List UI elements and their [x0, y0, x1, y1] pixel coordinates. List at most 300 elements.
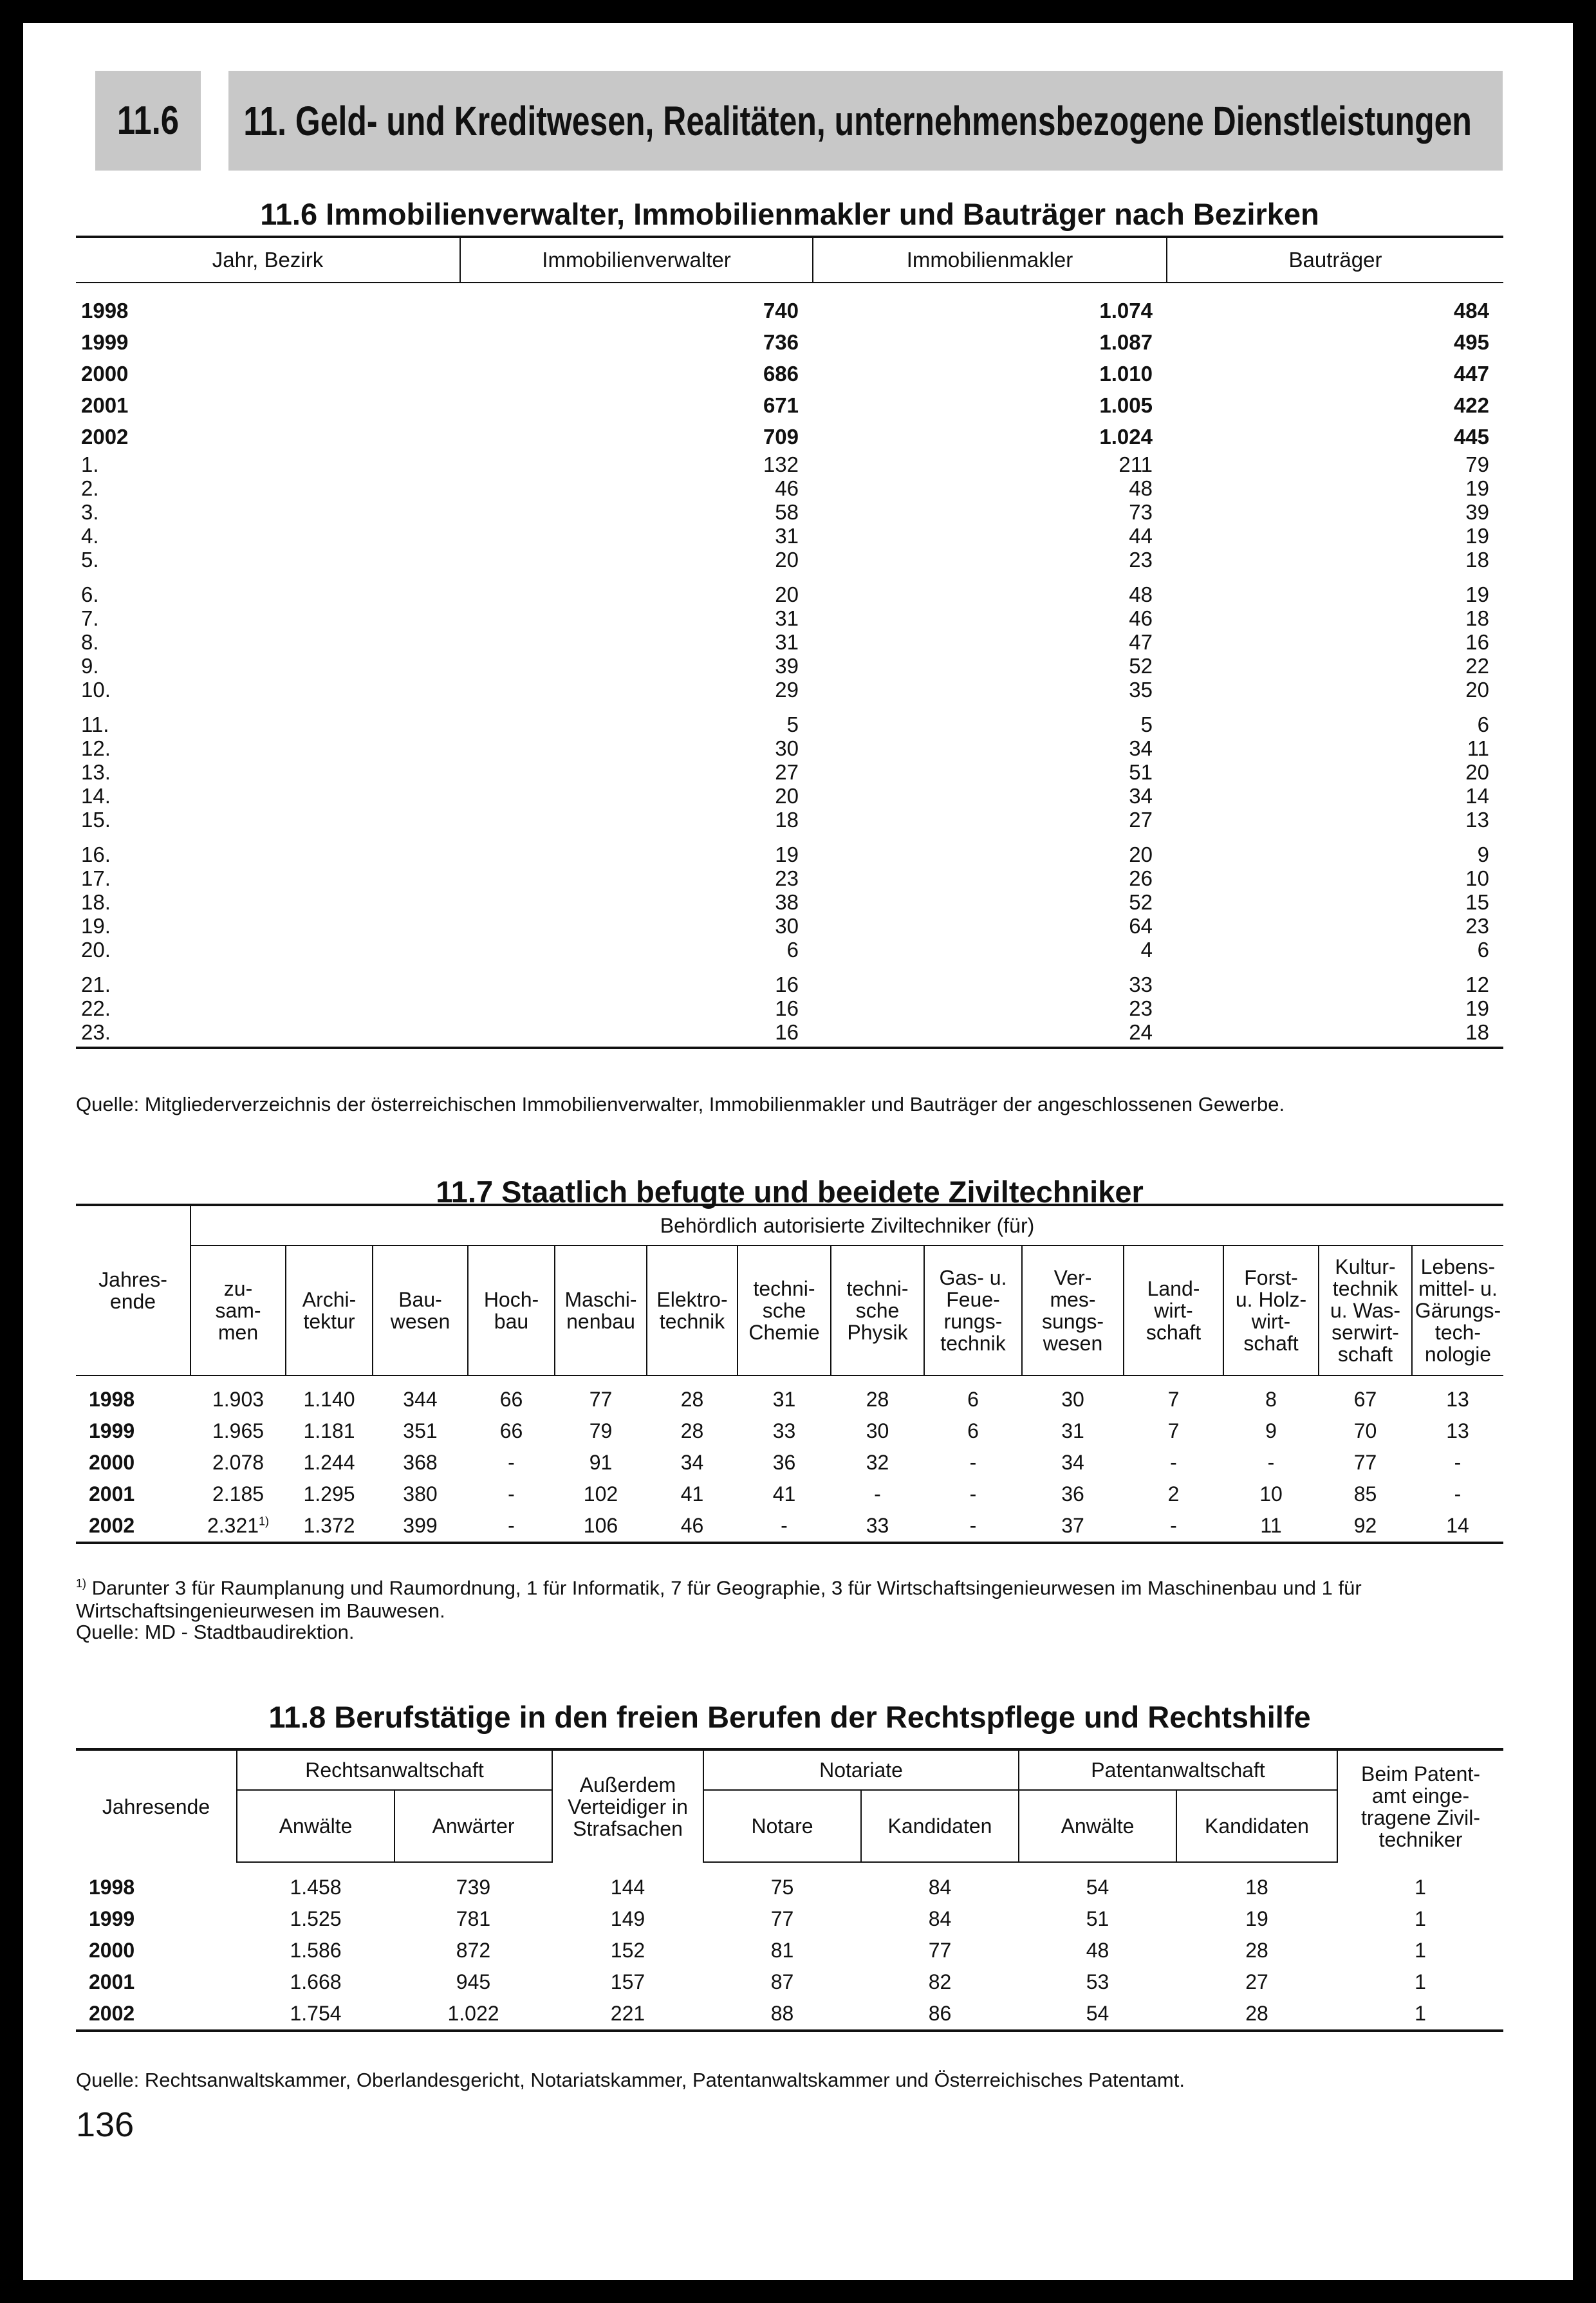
table-cell: 18 — [1167, 1020, 1503, 1048]
table-cell: 20 — [1465, 678, 1489, 702]
table-row — [76, 996, 1503, 1020]
table-cell: 10 — [1465, 866, 1489, 890]
table-cell: 1.295 — [303, 1482, 355, 1506]
table-cell: 70 — [1353, 1419, 1377, 1442]
table-cell: 75 — [770, 1876, 794, 1899]
table-11-8-title: 11.8 Berufstätige in den freien Berufen der Rechtspflege und Rechtshilfe — [268, 1700, 1311, 1734]
table-cell: 64 — [1129, 914, 1153, 938]
table-cell: 48 — [1086, 1939, 1109, 1962]
t7-col-header-label: Elektro- technik — [656, 1288, 728, 1333]
table-cell: 16 — [775, 996, 799, 1020]
t7-col-header-label: Bau- wesen — [390, 1288, 450, 1333]
table-cell: 709 — [763, 425, 799, 449]
table-cell: - — [1267, 1451, 1275, 1474]
t7-col-header-label: Land- wirt- schaft — [1146, 1277, 1202, 1344]
table-cell: - — [468, 1510, 555, 1543]
table-cell: 1.005 — [1099, 393, 1153, 417]
table-row — [76, 890, 1503, 914]
table-row — [76, 421, 1503, 452]
table-cell: 1.458 — [290, 1876, 342, 1899]
table-cell: 1 — [1415, 1875, 1426, 1899]
table-cell: 27 — [1245, 1970, 1268, 1993]
table-cell: 28 — [866, 1388, 889, 1411]
row-label: 1998 — [81, 299, 129, 322]
table-cell: 39 — [775, 654, 799, 678]
table-cell: - — [924, 1510, 1022, 1543]
row-label: 7. — [81, 606, 99, 630]
table-cell: 11 — [1223, 1510, 1319, 1543]
table-cell: 1 — [1337, 1998, 1503, 2031]
table-cell: 368 — [403, 1451, 438, 1474]
table-cell: 344 — [403, 1388, 438, 1411]
table-cell: - — [1454, 1451, 1461, 1474]
table-cell: 132 — [763, 452, 799, 476]
table-cell: 48 — [1129, 476, 1153, 500]
table-row — [76, 1935, 1503, 1966]
row-label: 2000 — [81, 362, 129, 386]
t7-col-header — [190, 1245, 286, 1375]
t7-col-header — [831, 1245, 924, 1375]
row-label: 8. — [81, 630, 99, 654]
table-cell: 872 — [456, 1939, 491, 1962]
row-label: 2. — [81, 476, 99, 500]
table-cell: 1.586 — [290, 1939, 342, 1962]
table-cell: 35 — [1129, 678, 1153, 702]
table-row — [76, 283, 1503, 326]
table-row — [76, 962, 1503, 996]
t7-footnote-mark: 1) — [76, 1577, 87, 1590]
table-cell: 144 — [610, 1875, 645, 1899]
table-cell: 19 — [1465, 996, 1489, 1020]
table-cell: 1 — [1415, 1907, 1426, 1930]
t7-col-header — [1223, 1245, 1319, 1375]
table-cell: 106 — [555, 1510, 647, 1543]
row-label: 17. — [81, 866, 111, 890]
table-cell: 31 — [775, 524, 799, 548]
table-cell: 46 — [775, 476, 799, 500]
table-cell: 92 — [1319, 1510, 1412, 1543]
table-cell: 102 — [583, 1482, 618, 1506]
table-cell: 1.965 — [212, 1419, 264, 1442]
table-row — [76, 548, 1503, 572]
table-cell: 27 — [1129, 808, 1153, 832]
t7-col-header-label: techni- sche Chemie — [748, 1277, 820, 1344]
table-11-6 — [76, 236, 1503, 1049]
t7-col-header-label: Ver- mes- sungs- wesen — [1041, 1266, 1104, 1355]
table-cell: 447 — [1453, 362, 1489, 386]
t7-col-header — [286, 1245, 373, 1375]
table-cell: 48 — [1129, 583, 1153, 606]
chapter-header-bar — [228, 71, 1503, 171]
table-cell: 23 — [775, 866, 799, 890]
table-cell: 23 — [1129, 996, 1153, 1020]
table-cell: 79 — [1465, 452, 1489, 476]
table-cell: - — [874, 1482, 881, 1506]
table-cell: 13 — [1446, 1419, 1469, 1442]
t8-col-jahresende: Jahresende — [76, 1749, 237, 1862]
t8-col-notare: Notare — [703, 1790, 861, 1862]
row-label: 3. — [81, 500, 99, 524]
table-cell: 88 — [703, 1998, 861, 2031]
t6-body — [76, 283, 1503, 1048]
table-cell: 2 — [1167, 1482, 1180, 1506]
table-cell: 66 — [499, 1388, 523, 1411]
row-label: 18. — [81, 890, 111, 914]
table-cell: 211 — [1118, 452, 1153, 476]
table-cell: 1.372 — [286, 1510, 373, 1543]
table-row — [76, 784, 1503, 808]
table-cell: 37 — [1022, 1510, 1124, 1543]
table-row — [76, 572, 1503, 606]
table-row — [76, 654, 1503, 678]
table-cell: 5 — [786, 713, 799, 736]
table-cell: 77 — [770, 1907, 794, 1930]
table-cell: 14 — [1465, 784, 1489, 808]
table-row — [76, 678, 1503, 702]
table-cell: 22 — [1465, 654, 1489, 678]
table-cell: 351 — [403, 1419, 438, 1442]
table-cell: 52 — [1129, 890, 1153, 914]
t7-col-header-label: Forst- u. Holz- wirt- schaft — [1235, 1266, 1307, 1355]
table-cell: - — [1454, 1482, 1461, 1506]
table-cell: 6 — [967, 1388, 979, 1411]
chapter-title: 11. Geld- und Kreditwesen, Realitäten, unternehmensbezogene Dienstleistungen — [243, 97, 1472, 144]
table-cell: 422 — [1453, 393, 1489, 417]
t7-col-header — [1412, 1245, 1503, 1375]
table-cell: 58 — [775, 500, 799, 524]
table-cell: 84 — [928, 1876, 952, 1899]
table-cell: - — [1124, 1510, 1223, 1543]
table-row — [76, 630, 1503, 654]
table-cell: 399 — [373, 1510, 468, 1543]
table-row — [76, 1903, 1503, 1935]
t7-col-header — [468, 1245, 555, 1375]
table-cell: 34 — [1129, 784, 1153, 808]
table-row — [76, 760, 1503, 784]
table-cell: 484 — [1453, 299, 1489, 322]
row-label: 16. — [81, 843, 111, 866]
table-row — [76, 326, 1503, 358]
table-cell: 495 — [1453, 330, 1489, 354]
table-cell: 1.181 — [303, 1419, 355, 1442]
t7-footnote-text: Darunter 3 für Raumplanung und Raumordnung, 1 für Informatik, 7 für Geographie, 3 für Wirtschaftsingenieurwesen im Maschinenbau und 1 für Wirtschaftsingenieurwesen im Bauwesen. — [76, 1576, 1362, 1623]
row-label: 1998 — [89, 1875, 135, 1899]
row-label: 12. — [81, 736, 111, 760]
table-11-7-title: 11.7 Staatlich befugte und beeidete Ziviltechniker — [436, 1175, 1144, 1209]
table-cell: 28 — [1176, 1998, 1337, 2031]
table-cell: 77 — [928, 1939, 952, 1962]
row-label: 1998 — [89, 1388, 135, 1411]
table-cell: 8 — [1265, 1388, 1277, 1411]
t7-col-header-label: Gas- u. Feue- rungs- technik — [939, 1266, 1007, 1355]
row-label: 21. — [81, 973, 111, 996]
table-row — [76, 452, 1503, 476]
table-cell: 20 — [775, 548, 799, 572]
table-cell: 1.525 — [290, 1907, 342, 1930]
table-cell: 221 — [552, 1998, 703, 2031]
t7-super-header: Behördlich autorisierte Ziviltechniker (für) — [190, 1205, 1503, 1245]
table-cell: 33 — [831, 1510, 924, 1543]
table-cell: 781 — [456, 1907, 491, 1930]
table-cell: 18 — [775, 808, 799, 832]
table-cell: 54 — [1086, 1876, 1109, 1899]
table-cell: 19 — [1465, 583, 1489, 606]
table-cell: 33 — [772, 1419, 796, 1442]
row-label: 6. — [81, 583, 99, 606]
table-cell: 51 — [1086, 1907, 1109, 1930]
table-cell: 67 — [1353, 1388, 1377, 1411]
table-row — [76, 606, 1503, 630]
table-cell: 44 — [1129, 524, 1153, 548]
table-cell: 18 — [1465, 606, 1489, 630]
row-label: 2001 — [81, 393, 129, 417]
table-cell: 1.022 — [394, 1998, 552, 2031]
table-row — [76, 524, 1503, 548]
table-cell: 671 — [763, 393, 799, 417]
table-cell: 32 — [866, 1451, 889, 1474]
t8-col-anwaelte-patent: Anwälte — [1019, 1790, 1176, 1862]
row-label: 2000 — [89, 1451, 135, 1474]
row-label: 1999 — [89, 1907, 135, 1930]
table-cell: 9 — [1265, 1419, 1277, 1442]
table-cell: 18 — [1465, 548, 1489, 572]
t8-col-kandidaten-patent: Kandidaten — [1176, 1790, 1337, 1862]
table-cell: 945 — [456, 1970, 491, 1993]
table-11-7 — [76, 1204, 1503, 1544]
table-cell: 16 — [460, 1020, 813, 1048]
table-cell: 86 — [861, 1998, 1019, 2031]
table-row — [76, 1020, 1503, 1048]
table-cell: 30 — [1061, 1388, 1084, 1411]
table-row — [76, 1966, 1503, 1998]
row-label: 1999 — [81, 330, 129, 354]
table-cell: 445 — [1453, 425, 1489, 449]
table-row — [76, 500, 1503, 524]
table-cell: 91 — [589, 1451, 613, 1474]
table-cell: 2.185 — [212, 1482, 264, 1506]
table-cell: 77 — [1353, 1451, 1377, 1474]
t7-col-header-label: Kultur- technik u. Was- serwirt- schaft — [1330, 1255, 1401, 1366]
row-label: 11. — [81, 713, 109, 736]
table-cell: 152 — [610, 1939, 645, 1962]
row-label: 5. — [81, 548, 99, 572]
table-cell: 53 — [1086, 1970, 1109, 1993]
table-row — [76, 914, 1503, 938]
table-cell: - — [969, 1451, 977, 1474]
t7-col-header — [555, 1245, 647, 1375]
t7-col-header-label: Archi- tektur — [302, 1288, 357, 1333]
table-cell: 29 — [775, 678, 799, 702]
t8-group-rechtsanwaltschaft: Rechtsanwaltschaft — [237, 1749, 552, 1790]
t7-col-header — [924, 1245, 1022, 1375]
table-cell: 23 — [1129, 548, 1153, 572]
t7-col-header — [1319, 1245, 1412, 1375]
table-cell: - — [969, 1482, 977, 1506]
table-cell: 47 — [1129, 630, 1153, 654]
t8-col-beim-patentamt: Beim Patent- amt einge- tragene Zivil- techniker — [1337, 1749, 1503, 1862]
t8-col-ausserdem: Außerdem Verteidiger in Strafsachen — [552, 1749, 703, 1862]
table-cell: 19 — [1465, 524, 1489, 548]
table-row — [76, 938, 1503, 962]
t7-col-header-label: techni- sche Physik — [846, 1277, 909, 1344]
table-cell: 15 — [1465, 890, 1489, 914]
table-cell: 39 — [1465, 500, 1489, 524]
table-cell: 20 — [775, 583, 799, 606]
table-cell: 7 — [1167, 1419, 1180, 1442]
cell-value: 2.321 — [207, 1514, 259, 1537]
table-cell: 38 — [775, 890, 799, 914]
table-cell: 11 — [1467, 736, 1489, 760]
table-cell: 1.903 — [212, 1388, 264, 1411]
table-cell: 1.754 — [237, 1998, 394, 2031]
table-cell: 84 — [928, 1907, 952, 1930]
table-row — [76, 808, 1503, 832]
table-cell: 6 — [1477, 938, 1489, 962]
t7-col-header — [738, 1245, 831, 1375]
table-cell: 87 — [770, 1970, 794, 1993]
table-cell: - — [508, 1482, 515, 1506]
t7-col-header-label: zu- sam- men — [215, 1277, 261, 1344]
t6-col-verwalter: Immobilienverwalter — [460, 237, 813, 283]
table-cell: 149 — [610, 1907, 645, 1930]
table-cell: 1 — [1415, 1970, 1426, 1993]
table-cell: 1 — [1415, 1939, 1426, 1962]
table-cell: 12 — [1465, 973, 1489, 996]
t7-body — [76, 1375, 1503, 1543]
row-label: 22. — [81, 996, 111, 1020]
t7-col-header — [1124, 1245, 1223, 1375]
table-cell: 1.024 — [1099, 425, 1153, 449]
table-cell: 380 — [403, 1482, 438, 1506]
row-label: 2002 — [76, 1998, 237, 2031]
t8-col-anwaerter: Anwärter — [394, 1790, 552, 1862]
table-row — [76, 832, 1503, 866]
table-cell: 740 — [763, 299, 799, 322]
table-cell: 73 — [1129, 500, 1153, 524]
table-cell: 82 — [928, 1970, 952, 1993]
table-cell: 13 — [1446, 1388, 1469, 1411]
table-cell: 1.074 — [1099, 299, 1153, 322]
table-row — [76, 389, 1503, 421]
t8-group-notariate: Notariate — [703, 1749, 1019, 1790]
table-cell: 6 — [786, 938, 799, 962]
table-cell: 1.668 — [290, 1970, 342, 1993]
table-cell: 1.244 — [303, 1451, 355, 1474]
row-label: 2000 — [89, 1939, 135, 1962]
table-cell: 7 — [1167, 1388, 1180, 1411]
row-label: 20. — [81, 938, 111, 962]
table-cell: 28 — [680, 1388, 704, 1411]
table-cell: 19 — [775, 843, 799, 866]
table-cell: 16 — [1465, 630, 1489, 654]
table-cell: 46 — [1129, 606, 1153, 630]
t7-col-header-label: Lebens- mittel- u. Gärungs- tech- nologie — [1415, 1255, 1501, 1366]
table-cell: 1.087 — [1099, 330, 1153, 354]
t8-body — [76, 1862, 1503, 2031]
table-cell: 28 — [1245, 1939, 1268, 1962]
table-cell: 52 — [1129, 654, 1153, 678]
t8-group-patentanwaltschaft: Patentanwaltschaft — [1019, 1749, 1337, 1790]
table-cell: 736 — [763, 330, 799, 354]
table-cell: 51 — [1129, 760, 1153, 784]
t6-col-jahr-bezirk: Jahr, Bezirk — [76, 237, 460, 283]
table-cell: 26 — [1129, 866, 1153, 890]
table-row — [76, 1447, 1503, 1478]
table-cell: 6 — [967, 1419, 979, 1442]
table-cell — [190, 1510, 286, 1543]
t7-col-header — [373, 1245, 468, 1375]
t7-col-header — [647, 1245, 738, 1375]
table-row — [76, 1998, 1503, 2031]
t6-source: Quelle: Mitgliederverzeichnis der österreichischen Immobilienverwalter, Immobilienmakler und Bauträger der angeschlossenen Gewerbe. — [76, 1093, 1285, 1115]
table-cell: 41 — [772, 1482, 796, 1506]
table-cell: 14 — [1412, 1510, 1503, 1543]
table-cell: 13 — [1465, 808, 1489, 832]
t8-col-kandidaten-notariate: Kandidaten — [861, 1790, 1019, 1862]
table-cell: 9 — [1477, 843, 1489, 866]
table-cell: 66 — [499, 1419, 523, 1442]
table-cell: - — [508, 1451, 515, 1474]
page-number: 136 — [76, 2105, 135, 2144]
t7-col-header-label: Maschi- nenbau — [564, 1288, 637, 1333]
table-row — [76, 1415, 1503, 1447]
table-cell: 31 — [775, 606, 799, 630]
table-cell: 30 — [775, 736, 799, 760]
row-label: 23. — [76, 1020, 460, 1048]
row-label: 2001 — [89, 1482, 135, 1506]
table-cell: 34 — [1061, 1451, 1084, 1474]
table-cell: 4 — [1140, 938, 1153, 962]
table-cell: 27 — [775, 760, 799, 784]
table-row — [76, 736, 1503, 760]
table-cell: 36 — [1061, 1482, 1084, 1506]
table-row — [76, 1862, 1503, 1903]
table-cell: 24 — [813, 1020, 1167, 1048]
table-cell: 34 — [1129, 736, 1153, 760]
row-label: 1. — [81, 452, 99, 476]
row-label: 2001 — [89, 1970, 135, 1993]
t7-col-jahresende: Jahres- ende — [76, 1205, 190, 1375]
table-cell: 20 — [1465, 760, 1489, 784]
t7-col-header — [1022, 1245, 1124, 1375]
footnote-ref: 1) — [259, 1515, 270, 1528]
t8-col-anwaelte: Anwälte — [237, 1790, 394, 1862]
row-label: 9. — [81, 654, 99, 678]
row-label: 14. — [81, 784, 111, 808]
section-number-box: 11.6 — [95, 71, 201, 171]
table-cell: 85 — [1353, 1482, 1377, 1506]
table-cell: 54 — [1019, 1998, 1176, 2031]
table-11-8 — [76, 1748, 1503, 2032]
table-11-6-title: 11.6 Immobilienverwalter, Immobilienmakler und Bauträger nach Bezirken — [260, 197, 1319, 231]
table-cell: 30 — [775, 914, 799, 938]
row-label: 1999 — [89, 1419, 135, 1442]
table-row — [76, 866, 1503, 890]
table-row — [76, 1478, 1503, 1510]
table-cell: 33 — [1129, 973, 1153, 996]
table-cell: 2.078 — [212, 1451, 264, 1474]
row-label: 2002 — [81, 425, 129, 449]
table-cell: 46 — [647, 1510, 738, 1543]
table-cell: 31 — [775, 630, 799, 654]
row-label: 13. — [81, 760, 111, 784]
table-cell: 1.140 — [303, 1388, 355, 1411]
table-cell: 20 — [775, 784, 799, 808]
table-cell: 18 — [1245, 1876, 1268, 1899]
table-row — [76, 702, 1503, 736]
row-label: 19. — [81, 914, 111, 938]
t8-source: Quelle: Rechtsanwaltskammer, Oberlandesgericht, Notariatskammer, Patentanwaltskammer und Österreichisches Patentamt. — [76, 2069, 1185, 2091]
